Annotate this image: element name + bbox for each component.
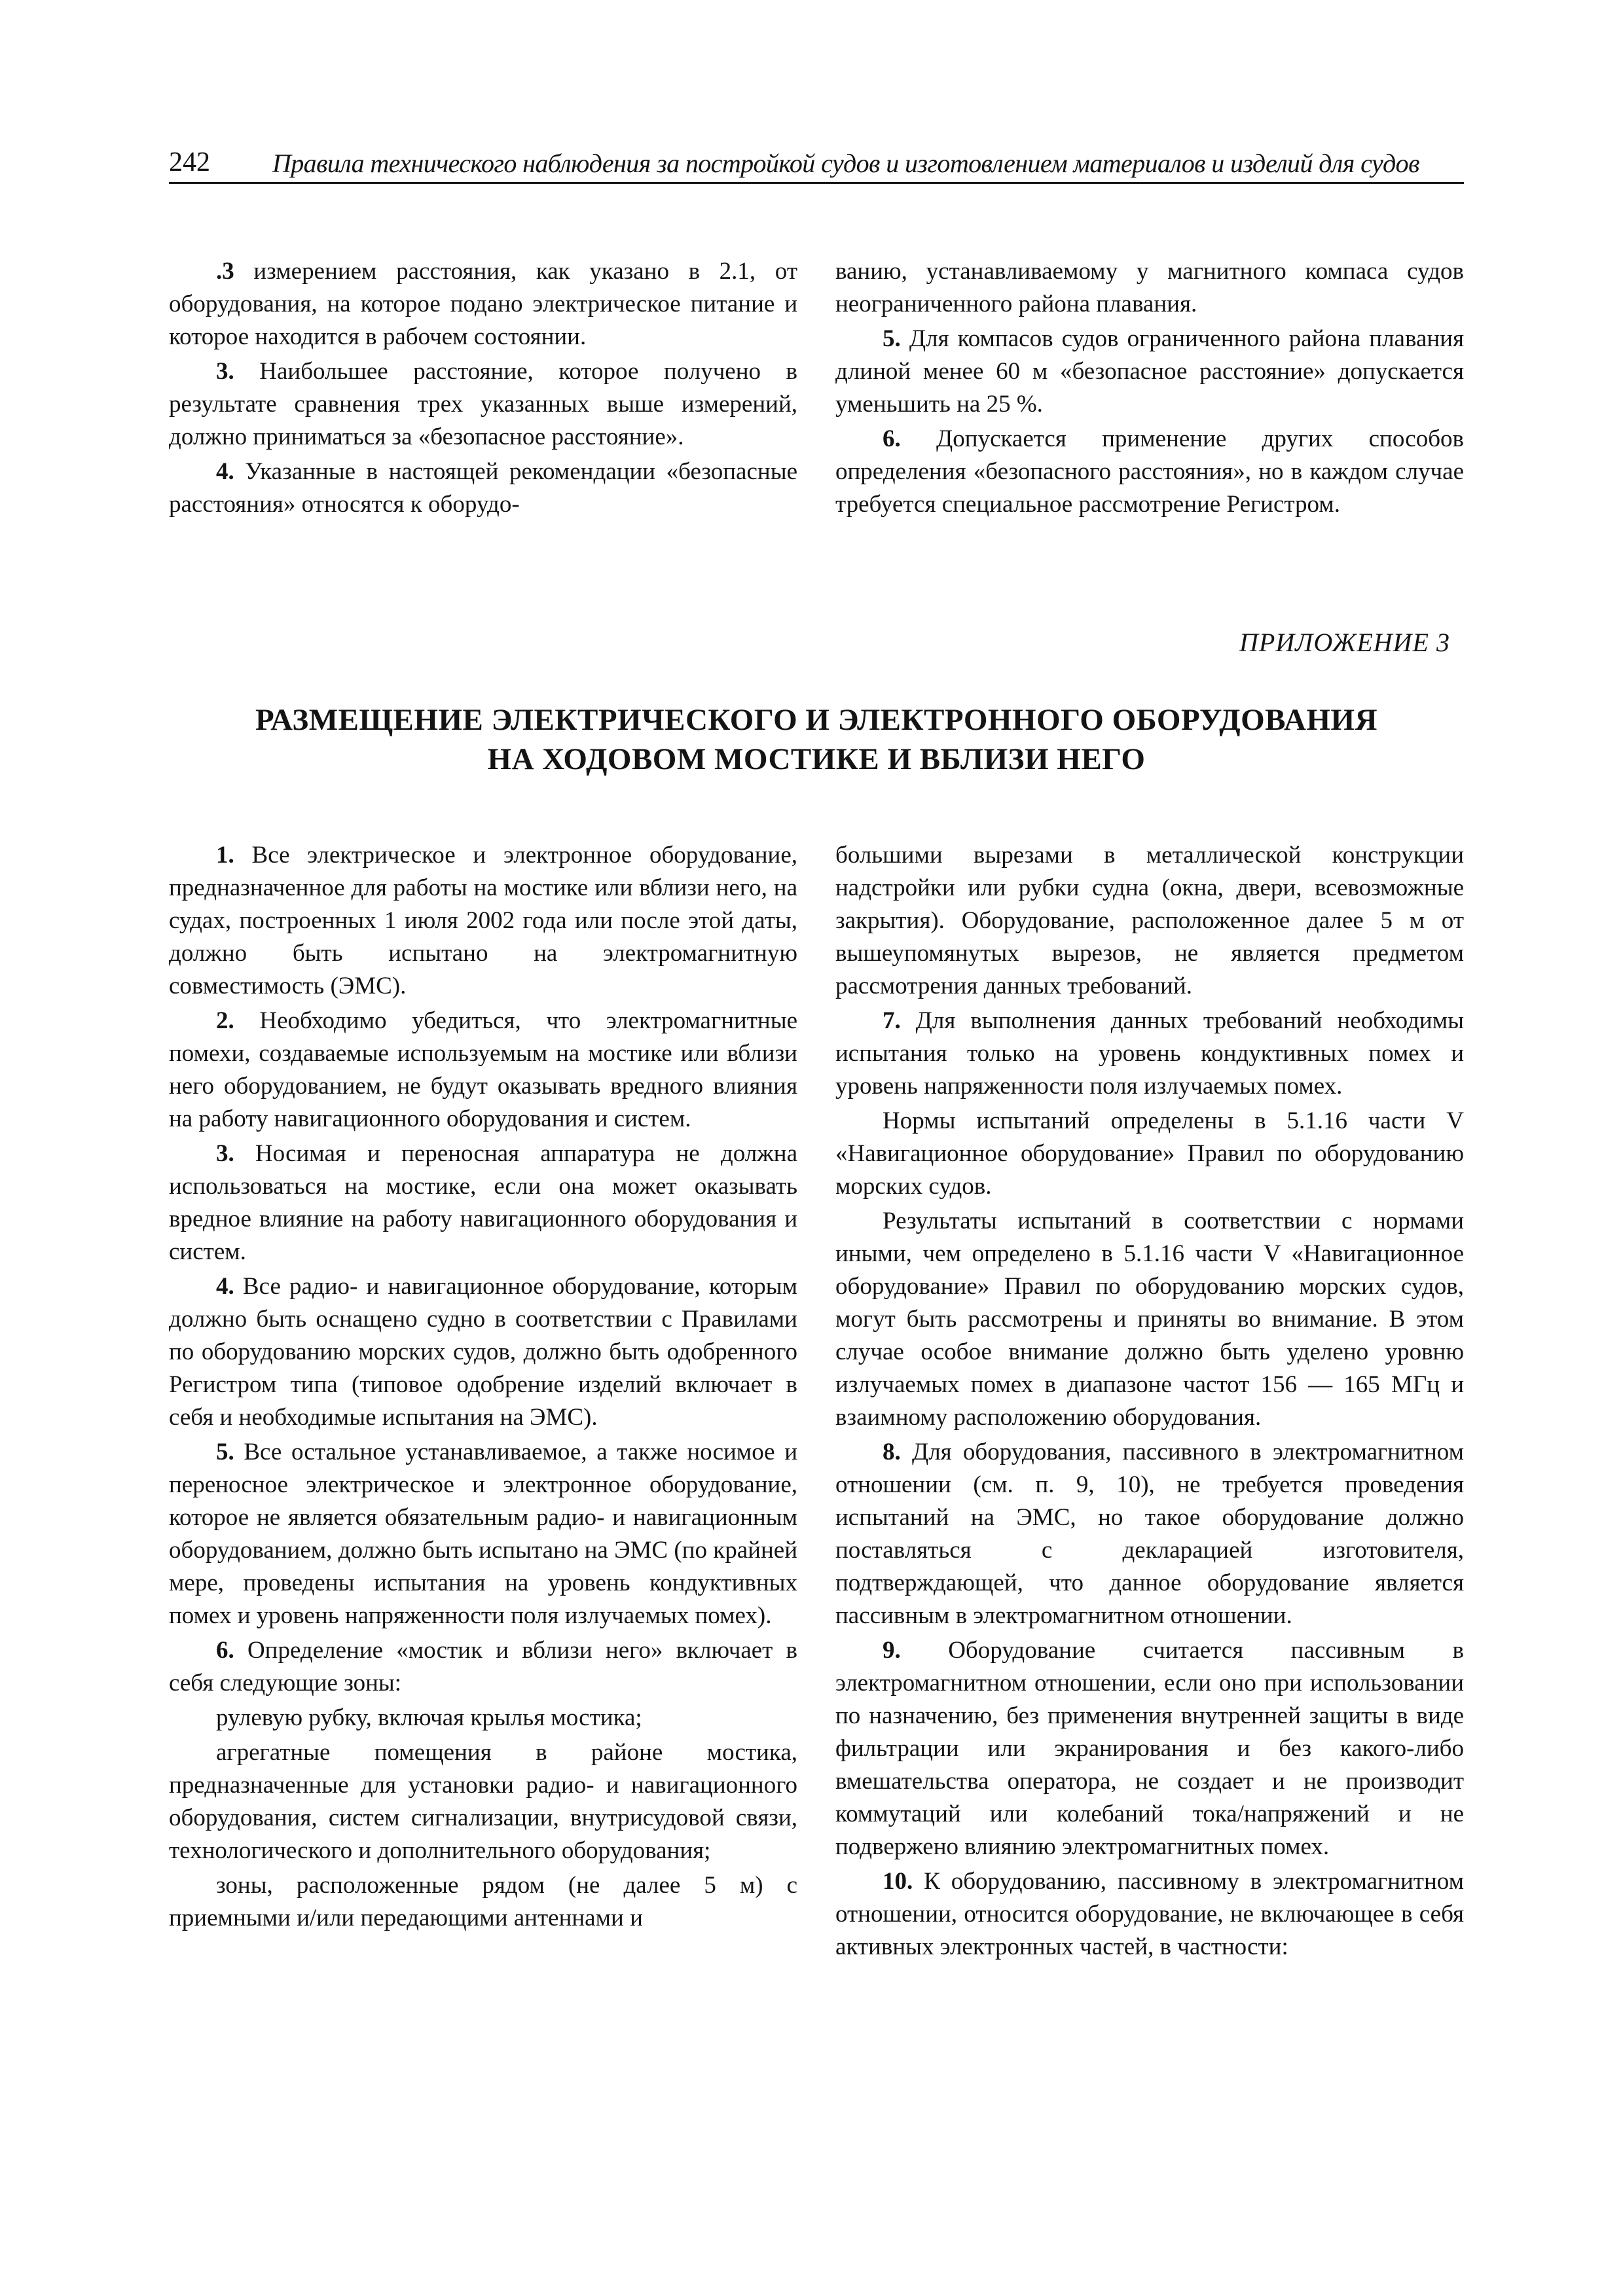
paragraph-text: измерением расстояния, как указано в 2.1, от оборудования, на которое подано электрическое питание и которое находится в рабочем состоянии. [169,258,797,350]
paragraph [169,255,797,353]
paragraph-text: Определение «мостик и вблизи него» включает в себя следующие зоны: [169,1637,797,1696]
paragraph-number: 6. [883,425,901,452]
paragraph-number: 3. [216,358,234,385]
paragraph-number: 4. [216,458,234,485]
paragraph-number: 1. [216,842,234,869]
paragraph-number: .3 [216,258,234,285]
paragraph-text: Все электрическое и электронное оборудование, предназначенное для работы на мостике или вблизи него, на судах, построенных 1 июля 2002 года или после этой даты, должно быть испытано на электромагнитную совместимость (ЭМС). [169,842,797,999]
paragraph-number: 5. [216,1439,234,1465]
paragraph [169,456,797,521]
paragraph [835,1865,1464,1964]
section-title [169,700,1464,779]
paragraph-text: зоны, расположенные рядом (не далее 5 м) с приемными и/или передающими антеннами и [169,1872,797,1931]
top-right-column [835,255,1464,523]
body-left-column [169,839,797,1937]
paragraph [169,839,797,1003]
paragraph-text: Для выполнения данных требований необходимы испытания только на уровень кондуктивных помех и уровень напряженности поля излучаемых помех. [835,1007,1464,1100]
paragraph-text: ванию, устанавливаемому у магнитного компаса судов неограниченного района плавания. [835,258,1464,317]
paragraph-text: Результаты испытаний в соответствии с нормами иными, чем определено в 5.1.16 части V «Навигационное оборудование» Правил по оборудованию морских судов, могут быть рассмотрены и приняты во внимание. В этом случае особое внимание должно быть уделено уровню излучаемых помех в диапазоне частот 156 — 165 МГц и взаимному расположению оборудования. [835,1208,1464,1431]
paragraph [169,355,797,454]
top-left-column [169,255,797,523]
paragraph [835,1634,1464,1863]
paragraph-text: Носимая и переносная аппаратура не должна использоваться на мостике, если она может оказывать вредное влияние на работу навигационного оборудования и систем. [169,1140,797,1265]
paragraph-number: 5. [883,325,901,352]
paragraph [835,1436,1464,1632]
paragraph [169,1869,797,1935]
paragraph-text: большими вырезами в металлической конструкции надстройки или рубки судна (окна, двери, всевозможные закрытия). Оборудование, расположенное далее 5 м от вышеупомянутых вырезов, не является предметом рассмотрения данных требований. [835,842,1464,999]
paragraph [835,1105,1464,1203]
paragraph-number: 2. [216,1007,234,1034]
paragraph-text: рулевую рубку, включая крылья мостика; [216,1704,642,1731]
paragraph [169,1138,797,1268]
paragraph-text: К оборудованию, пассивному в электромагнитном отношении, относится оборудование, не включающее в себя активных электронных частей, в частности: [835,1868,1464,1960]
paragraph-text: Наибольшее расстояние, которое получено в результате сравнения трех указанных выше измерений, должно приниматься за «безопасное расстояние». [169,358,797,450]
running-title: Правила технического наблюдения за постройкой судов и изготовлением материалов и изделий для судов [272,149,1419,178]
appendix-label: ПРИЛОЖЕНИЕ 3 [1239,628,1450,657]
paragraph-number: 9. [883,1637,901,1664]
paragraph-number: 4. [216,1273,234,1300]
section-title-line-1: РАЗМЕЩЕНИЕ ЭЛЕКТРИЧЕСКОГО И ЭЛЕКТРОННОГО ОБОРУДОВАНИЯ [255,703,1378,737]
paragraph [835,1205,1464,1434]
section-title-line-2: НА ХОДОВОМ МОСТИКЕ И ВБЛИЗИ НЕГО [487,742,1146,776]
paragraph [835,1005,1464,1103]
paragraph [169,1436,797,1632]
paragraph-text: Для компасов судов ограниченного района плавания длиной менее 60 м «безопасное расстояние» допускается уменьшить на 25 %. [835,325,1464,418]
paragraph [169,1634,797,1700]
paragraph-number: 6. [216,1637,234,1664]
paragraph-number: 8. [883,1439,901,1465]
paragraph-number: 7. [883,1007,901,1034]
paragraph-number: 3. [216,1140,234,1167]
paragraph [835,255,1464,321]
paragraph [169,1270,797,1434]
paragraph-text: Все радио- и навигационное оборудование, которым должно быть оснащено судно в соответствии с Правилами по оборудованию морских судов, должно быть одобренного Регистром типа (типовое одобрение изделий включает в себя и необходимые испытания на ЭМС). [169,1273,797,1431]
running-header [169,145,1464,184]
paragraph-text: Допускается применение других способов определения «безопасного расстояния», но в каждом случае требуется специальное рассмотрение Регистром. [835,425,1464,518]
paragraph [169,1005,797,1136]
paragraph-text: Нормы испытаний определены в 5.1.16 части V «Навигационное оборудование» Правил по оборудованию морских судов. [835,1107,1464,1200]
paragraph-text: Все остальное устанавливаемое, а также носимое и переносное электрическое и электронное оборудование, которое не является обязательным радио- и навигационным оборудованием, должно быть испытано на ЭМС (по крайней мере, проведены испытания на уровень кондуктивных помех и уровень напряженности поля излучаемых помех). [169,1439,797,1629]
paragraph [835,839,1464,1003]
paragraph-number: 10. [883,1868,913,1895]
paragraph-text: Указанные в настоящей рекомендации «безопасные расстояния» относятся к оборудо- [169,458,797,518]
body-right-column [835,839,1464,1965]
paragraph [835,423,1464,521]
paragraph-text: Необходимо убедиться, что электромагнитные помехи, создаваемые используемым на мостике или вблизи него оборудованием, не будут оказывать вредного влияния на работу навигационного оборудования и систем. [169,1007,797,1132]
paragraph [835,323,1464,421]
paragraph [169,1702,797,1734]
paragraph-text: Для оборудования, пассивного в электромагнитном отношении (см. п. 9, 10), не требуется проведения испытаний на ЭМС, но такое оборудование должно поставляться с декларацией изготовителя, подтверждающей, что данное оборудование является пассивным в электромагнитном отношении. [835,1439,1464,1629]
paragraph [169,1736,797,1867]
paragraph-text: Оборудование считается пассивным в электромагнитном отношении, если оно при использовании по назначению, без применения внутренней защиты в виде фильтрации или экранирования и без какого-либо вмешательства оператора, не создает и не производит коммутаций или колебаний тока/напряжений и не подвержено влиянию электромагнитных помех. [835,1637,1464,1860]
page-number: 242 [169,147,210,177]
paragraph-text: агрегатные помещения в районе мостика, предназначенные для установки радио- и навигационного оборудования, систем сигнализации, внутрисудовой связи, технологического и дополнительного оборудования; [169,1739,797,1864]
